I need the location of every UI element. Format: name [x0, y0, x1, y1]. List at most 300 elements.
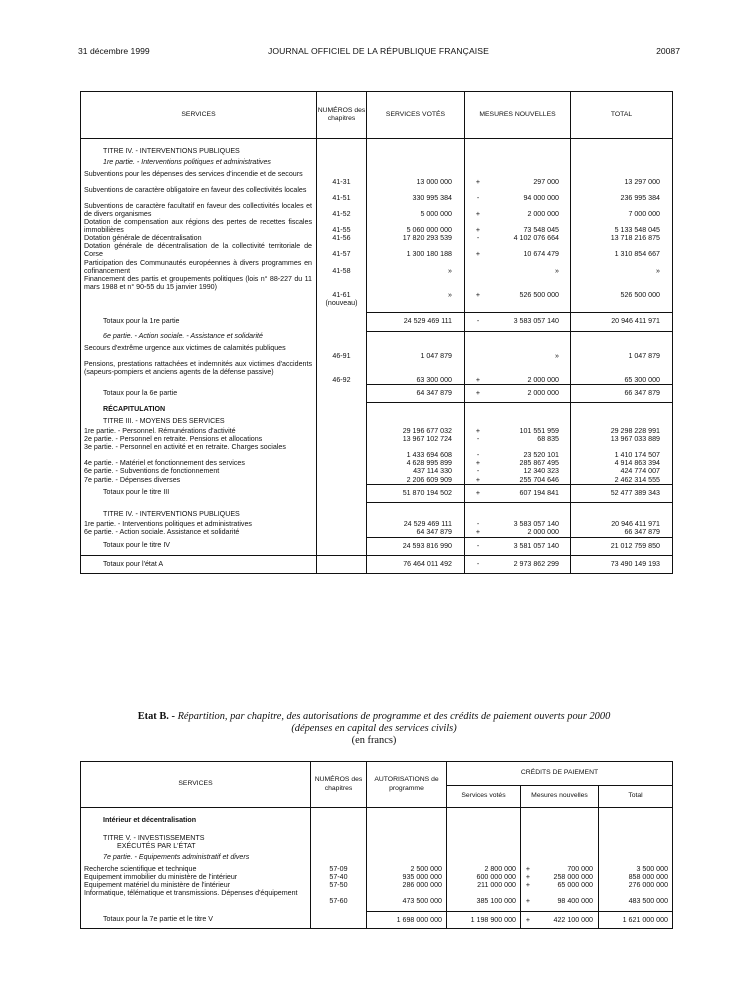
row-services-votes: 64 347 879: [367, 528, 465, 537]
row-chapter: [317, 202, 367, 218]
partie-7-heading-row: [81, 852, 673, 865]
row-label: 7e partie. - Dépenses diverses: [84, 475, 181, 484]
total-mesures: [465, 537, 571, 555]
row-chapter-number: 41-52: [332, 209, 351, 218]
table-row: [81, 873, 673, 881]
b-col-header-autorisations: AUTORISATIONS de programme: [367, 762, 447, 808]
row-total: »: [571, 259, 673, 275]
total-total: 1 621 000 000: [599, 911, 673, 928]
row-total: 13 967 033 889: [571, 435, 673, 443]
row-chapter-number: 41-61: [332, 290, 351, 299]
etat-b-title: Répartition, par chapitre, des autorisations de programme et des crédits de paiement ouverts pour 2000: [177, 711, 611, 722]
row-label: Subventions de caractère obligatoire en faveur des collectivités locales: [84, 185, 307, 194]
partie-6-heading-row: [81, 331, 673, 344]
row-chapter: [317, 344, 367, 360]
row-services-votes: 24 529 469 111: [367, 520, 465, 528]
total-mesures-sign: -: [476, 541, 480, 550]
row-mesures-sign: +: [475, 290, 481, 299]
total-mesures: [465, 484, 571, 502]
row-mesures-value: 10 674 479: [523, 250, 559, 259]
col-header-mesures-nouvelles: MESURES NOUVELLES: [465, 92, 571, 139]
row-total: 65 300 000: [571, 360, 673, 385]
row-mesures-sign: +: [475, 250, 481, 259]
total-mesures: [465, 555, 571, 573]
total-mesures-value: 607 194 841: [519, 488, 559, 497]
row-mesures-value: »: [555, 352, 559, 361]
row-mesures-value: 700 000: [567, 864, 593, 873]
row-chapter-number: 41-55: [332, 226, 351, 235]
table-row: [81, 218, 673, 234]
partie-6-heading-m: [465, 331, 571, 344]
header-page-number: 20087: [656, 46, 680, 56]
ministry-heading: Intérieur et décentralisation: [103, 815, 197, 824]
total-services-votes: 76 464 011 492: [367, 555, 465, 573]
titre-v-line1: TITRE V. - INVESTISSEMENTS: [103, 833, 205, 842]
partie-6-heading: 6e partie. - Action sociale. - Assistance et solidarité: [103, 332, 263, 340]
page-header: [78, 46, 680, 60]
totaux-titre-iv: [81, 537, 673, 555]
table-row: [81, 443, 673, 459]
row-label: Subventions de caractère facultatif en faveur des collectivités locales et de divers organismes: [84, 201, 312, 218]
recapitulation-heading-n: [317, 403, 367, 415]
row-label: Pensions, prestations rattachées et indemnités aux victimes d'accidents (sapeurs-pompiers et anciens agents de la défense passive): [84, 360, 312, 377]
titre-iii-heading-m: [465, 415, 571, 427]
total-mesures: [465, 385, 571, 403]
row-mesures-value: 2 000 000: [527, 376, 559, 385]
row-autorisations: 286 000 000: [367, 881, 447, 889]
total-label: Totaux pour la 1re partie: [103, 316, 180, 325]
row-chapter: [317, 427, 367, 435]
total-total: 20 946 411 971: [571, 313, 673, 331]
titre-iv-recap-heading-n: [317, 508, 367, 520]
titre-iv-recap-heading-row: [81, 508, 673, 520]
row-mesures-sign: +: [525, 872, 531, 881]
row-mesures: [465, 234, 571, 242]
row-mesures: [521, 873, 599, 881]
titre-v-empty: [311, 832, 367, 852]
titre-iv-heading-row: [81, 145, 673, 157]
row-label: Dotation de compensation aux régions des pertes de recettes fiscales immobilières: [84, 218, 312, 235]
row-mesures-value: 23 520 101: [523, 451, 559, 460]
row-mesures-sign: +: [525, 897, 531, 906]
row-mesures-sign: +: [525, 881, 531, 890]
row-services-votes: 2 800 000: [447, 865, 521, 873]
row-mesures-value: 65 000 000: [557, 881, 593, 890]
row-mesures: [465, 275, 571, 307]
row-chapter: [317, 275, 367, 307]
totaux-titre-v: [81, 911, 673, 928]
row-mesures: [465, 520, 571, 528]
b-col-header-mesures: Mesures nouvelles: [521, 786, 599, 808]
table-row: [81, 202, 673, 218]
total-chapter: [317, 484, 367, 502]
table-row: [81, 881, 673, 889]
row-services-votes: 437 114 330: [367, 467, 465, 475]
total-mesures-sign: -: [476, 559, 480, 568]
row-chapter: [317, 528, 367, 537]
row-total: 7 000 000: [571, 202, 673, 218]
row-label: Subventions pour les dépenses des services d'incendie et de secours: [84, 169, 303, 178]
recapitulation-heading-t: [571, 403, 673, 415]
table-row: [81, 186, 673, 202]
row-mesures: [465, 443, 571, 459]
row-label: 1re partie. - Personnel. Rémunérations d'activité: [84, 427, 236, 436]
partie-7-heading-empty: [367, 852, 447, 865]
row-total: 5 133 548 045: [571, 218, 673, 234]
b-col-header-services: SERVICES: [81, 762, 311, 808]
row-chapter: [317, 360, 367, 385]
table-row: [81, 259, 673, 275]
row-label: Recherche scientifique et technique: [84, 864, 197, 873]
totaux-1re-partie: [81, 313, 673, 331]
row-chapter-number: 46-92: [332, 376, 351, 385]
recapitulation-heading-v: [367, 403, 465, 415]
total-label: Totaux pour la 6e partie: [103, 388, 178, 397]
row-total: 858 000 000: [599, 873, 673, 881]
row-label: Secours d'extrême urgence aux victimes de calamités publiques: [84, 344, 286, 353]
row-chapter-number: 41-57: [332, 250, 351, 259]
row-label: 6e partie. - Action sociale. Assistance et solidarité: [84, 528, 240, 537]
row-chapter-number: 41-31: [332, 177, 351, 186]
partie-6-heading-t: [571, 331, 673, 344]
partie-7-heading: 7e partie. - Equipements administratif et divers: [103, 852, 250, 861]
table-row: [81, 459, 673, 467]
row-total: 20 946 411 971: [571, 520, 673, 528]
row-services-votes: 29 196 677 032: [367, 427, 465, 435]
titre-v-empty: [599, 832, 673, 852]
titre-iv-heading: TITRE IV. - INTERVENTIONS PUBLIQUES: [103, 146, 240, 155]
row-total: 13 718 216 875: [571, 234, 673, 242]
row-mesures-value: 526 500 000: [519, 290, 559, 299]
row-mesures-value: 2 000 000: [527, 209, 559, 218]
row-services-votes: 211 000 000: [447, 881, 521, 889]
row-mesures: [465, 170, 571, 186]
col-header-total: TOTAL: [571, 92, 673, 139]
row-chapter-note: (nouveau): [325, 298, 358, 307]
header-date: 31 décembre 1999: [78, 46, 150, 56]
titre-iii-heading-v: [367, 415, 465, 427]
row-chapter: [317, 186, 367, 202]
row-mesures-sign: +: [475, 459, 481, 468]
row-total: 29 298 228 991: [571, 427, 673, 435]
total-mesures-value: 3 583 057 140: [513, 317, 559, 326]
total-chapter: [311, 911, 367, 928]
ministry-heading-empty: [447, 814, 521, 826]
total-mesures-value: 2 973 862 299: [513, 559, 559, 568]
col-header-services-votes: SERVICES VOTÉS: [367, 92, 465, 139]
row-mesures: [465, 528, 571, 537]
row-total: 2 462 314 555: [571, 476, 673, 485]
row-services-votes: 5 060 000 000: [367, 218, 465, 234]
table-row: [81, 360, 673, 385]
row-label: 4e partie. - Matériel et fonctionnement des services: [84, 459, 245, 468]
totaux-etat-a: [81, 555, 673, 573]
row-chapter: 57-40: [311, 873, 367, 881]
row-chapter: [317, 467, 367, 475]
row-mesures-value: 2 000 000: [527, 528, 559, 537]
row-mesures-value: 98 400 000: [557, 897, 593, 906]
partie-1-heading-m: [465, 157, 571, 170]
row-mesures-sign: -: [476, 234, 480, 243]
row-total: 66 347 879: [571, 528, 673, 537]
ministry-heading-row: [81, 814, 673, 826]
row-services-votes: 1 300 180 188: [367, 242, 465, 258]
col-header-numeros: NUMÉROS des chapitres: [317, 92, 367, 139]
row-mesures-value: 12 340 323: [523, 467, 559, 476]
row-mesures: [465, 459, 571, 467]
b-col-header-numeros: NUMÉROS des chapitres: [311, 762, 367, 808]
row-mesures-value: 101 551 959: [519, 427, 559, 436]
partie-1-heading-n: [317, 157, 367, 170]
total-chapter: [317, 313, 367, 331]
row-total: 1 047 879: [571, 344, 673, 360]
total-mesures-value: 3 581 057 140: [513, 541, 559, 550]
row-chapter: [317, 443, 367, 459]
row-mesures-value: 73 548 045: [523, 226, 559, 235]
total-mesures-sign: +: [475, 389, 481, 398]
total-total: 21 012 759 850: [571, 537, 673, 555]
row-mesures: [465, 218, 571, 234]
row-mesures-sign: +: [475, 528, 481, 537]
row-chapter: [317, 242, 367, 258]
row-chapter: [317, 476, 367, 485]
row-label: Equipement matériel du ministère de l'intérieur: [84, 881, 231, 890]
row-services-votes: 385 100 000: [447, 889, 521, 905]
recapitulation-heading-row: [81, 403, 673, 415]
row-autorisations: 935 000 000: [367, 873, 447, 881]
row-chapter: [317, 170, 367, 186]
total-services-votes: 1 198 900 000: [447, 911, 521, 928]
totaux-6e-partie: [81, 385, 673, 403]
row-total: 1 310 854 667: [571, 242, 673, 258]
row-services-votes: 5 000 000: [367, 202, 465, 218]
table-row: [81, 520, 673, 528]
row-autorisations: 2 500 000: [367, 865, 447, 873]
row-label: Dotation générale de décentralisation de la collectivité territoriale de Corse: [84, 242, 312, 259]
row-mesures: [465, 467, 571, 475]
partie-6-heading-v: [367, 331, 465, 344]
titre-iv-heading-m: [465, 145, 571, 157]
titre-v-heading-row: [81, 832, 673, 852]
etat-b-unit: (en francs): [351, 735, 397, 746]
row-total: 4 914 863 394: [571, 459, 673, 467]
table-row: [81, 889, 673, 905]
row-services-votes: 330 995 384: [367, 186, 465, 202]
row-mesures: [521, 881, 599, 889]
header-journal-title: JOURNAL OFFICIEL DE LA RÉPUBLIQUE FRANÇAISE: [268, 46, 489, 56]
row-mesures-sign: +: [475, 376, 481, 385]
row-total: 483 500 000: [599, 889, 673, 905]
col-header-services: SERVICES: [81, 92, 317, 139]
total-label: Totaux pour le titre IV: [103, 541, 171, 549]
etat-a-table: [80, 91, 673, 574]
row-chapter: 57-60: [311, 889, 367, 905]
row-mesures-value: 297 000: [533, 177, 559, 186]
total-label: Totaux pour le titre III: [103, 488, 170, 497]
titre-v-empty: [521, 832, 599, 852]
total-services-votes: 24 593 816 990: [367, 537, 465, 555]
titre-iv-recap-heading-v: [367, 508, 465, 520]
table-row: [81, 528, 673, 537]
row-services-votes: 4 628 995 899: [367, 459, 465, 467]
row-services-votes: »: [367, 259, 465, 275]
row-mesures-sign: +: [475, 209, 481, 218]
row-services-votes: 1 433 694 608: [367, 443, 465, 459]
titre-v-empty: [447, 832, 521, 852]
ministry-heading-empty: [521, 814, 599, 826]
partie-7-heading-empty: [521, 852, 599, 865]
total-chapter: [317, 555, 367, 573]
table-row: [81, 865, 673, 873]
row-chapter-number: 46-91: [332, 352, 351, 361]
row-label: 1re partie. - Interventions politiques et administratives: [84, 520, 252, 529]
ministry-heading-empty: [311, 814, 367, 826]
row-mesures-sign: +: [475, 177, 481, 186]
row-label: Participation des Communautés européennes à divers programmes en cofinancement: [84, 258, 312, 275]
row-mesures-sign: -: [476, 467, 480, 476]
etat-b-lead: Etat B. -: [137, 711, 175, 722]
row-label: Financement des partis et groupements politiques (lois n° 88-227 du 11 mars 1988 et n° 90-55 du 15 janvier 1990): [84, 274, 312, 291]
totaux-titre-iii: [81, 484, 673, 502]
table-row: [81, 275, 673, 307]
ministry-heading-empty: [599, 814, 673, 826]
row-mesures-sign: +: [475, 226, 481, 235]
titre-iii-heading-t: [571, 415, 673, 427]
row-mesures-sign: -: [476, 435, 480, 444]
table-row: [81, 170, 673, 186]
row-mesures: [465, 344, 571, 360]
row-total: 13 297 000: [571, 170, 673, 186]
row-chapter: 57-50: [311, 881, 367, 889]
row-total: 236 995 384: [571, 186, 673, 202]
row-mesures-sign: -: [476, 520, 480, 529]
row-mesures: [465, 427, 571, 435]
row-mesures: [465, 476, 571, 485]
b-col-header-total: Total: [599, 786, 673, 808]
row-chapter: [317, 234, 367, 242]
row-mesures-value: 255 704 646: [519, 475, 559, 484]
titre-iv-heading-v: [367, 145, 465, 157]
total-mesures-value: 2 000 000: [527, 389, 559, 398]
row-chapter: [317, 520, 367, 528]
total-autorisations: 1 698 000 000: [367, 911, 447, 928]
total-total: 73 490 149 193: [571, 555, 673, 573]
titre-v-heading: [81, 832, 311, 852]
row-mesures: [465, 202, 571, 218]
table-row: [81, 467, 673, 475]
row-chapter: [317, 435, 367, 443]
titre-v-line2: EXÉCUTÉS PAR L'ÉTAT: [117, 841, 196, 850]
total-services-votes: 24 529 469 111: [367, 313, 465, 331]
total-total: 52 477 389 343: [571, 484, 673, 502]
row-total: 276 000 000: [599, 881, 673, 889]
row-mesures-sign: -: [476, 451, 480, 460]
titre-iv-recap-heading-t: [571, 508, 673, 520]
total-services-votes: 64 347 879: [367, 385, 465, 403]
row-mesures-value: 4 102 076 664: [513, 234, 559, 243]
titre-iii-heading: TITRE III. - MOYENS DES SERVICES: [103, 416, 225, 425]
partie-7-heading-empty: [447, 852, 521, 865]
total-mesures-sign: -: [476, 317, 480, 326]
total-services-votes: 51 870 194 502: [367, 484, 465, 502]
row-mesures-value: 68 835: [537, 435, 559, 444]
row-chapter: [317, 259, 367, 275]
row-mesures-sign: -: [476, 193, 480, 202]
titre-iii-heading-n: [317, 415, 367, 427]
row-services-votes: 13 000 000: [367, 170, 465, 186]
row-chapter-number: 41-51: [332, 193, 351, 202]
row-mesures-value: 258 000 000: [553, 872, 593, 881]
row-chapter: 57-09: [311, 865, 367, 873]
partie-6-heading-n: [317, 331, 367, 344]
row-mesures-value: »: [555, 266, 559, 275]
partie-1-heading-row: [81, 157, 673, 170]
row-label: 6e partie. - Subventions de fonctionnement: [84, 467, 220, 476]
row-mesures: [465, 435, 571, 443]
table-row: [81, 427, 673, 435]
row-mesures-value: 3 583 057 140: [513, 520, 559, 529]
row-services-votes: »: [367, 275, 465, 307]
total-mesures-sign: +: [475, 488, 481, 497]
row-total: 424 774 007: [571, 467, 673, 475]
row-mesures: [465, 186, 571, 202]
total-mesures-sign: +: [525, 915, 531, 924]
b-col-header-credits: CRÉDITS DE PAIEMENT: [447, 762, 673, 786]
row-services-votes: 600 000 000: [447, 873, 521, 881]
row-label: Informatique, télématique et transmissions. Dépenses d'équipement: [84, 889, 298, 898]
total-chapter: [317, 537, 367, 555]
table-row: [81, 234, 673, 242]
etat-b-table: [80, 761, 673, 929]
row-total: 1 410 174 507: [571, 443, 673, 459]
recapitulation-heading: RÉCAPITULATION: [103, 404, 166, 413]
total-chapter: [317, 385, 367, 403]
table-row: [81, 435, 673, 443]
row-services-votes: 2 206 609 909: [367, 476, 465, 485]
row-mesures: [521, 889, 599, 905]
row-mesures-sign: +: [525, 864, 531, 873]
titre-iv-heading-t: [571, 145, 673, 157]
row-mesures-value: 94 000 000: [523, 193, 559, 202]
row-label: 2e partie. - Personnel en retraite. Pensions et allocations: [84, 435, 263, 444]
row-chapter-number: 41-58: [332, 266, 351, 275]
b-col-header-votes: Services votés: [447, 786, 521, 808]
titre-iv-recap-heading-m: [465, 508, 571, 520]
partie-1-heading-v: [367, 157, 465, 170]
total-mesures-value: 422 100 000: [553, 915, 593, 924]
row-services-votes: 17 820 293 539: [367, 234, 465, 242]
row-services-votes: 1 047 879: [367, 344, 465, 360]
row-chapter: [317, 218, 367, 234]
table-row: [81, 476, 673, 485]
table-row: [81, 242, 673, 258]
row-total: 526 500 000: [571, 275, 673, 307]
etat-b-subtitle: (dépenses en capital des services civils): [291, 723, 457, 734]
partie-1-heading-t: [571, 157, 673, 170]
row-mesures: [465, 242, 571, 258]
row-mesures-sign: +: [475, 475, 481, 484]
recapitulation-heading-m: [465, 403, 571, 415]
total-total: 66 347 879: [571, 385, 673, 403]
partie-7-heading-empty: [599, 852, 673, 865]
titre-iv-recap-heading: TITRE IV. - INTERVENTIONS PUBLIQUES: [103, 510, 240, 519]
total-label: Totaux pour la 7e partie et le titre V: [103, 915, 214, 924]
row-mesures-sign: +: [475, 427, 481, 436]
total-mesures: [465, 313, 571, 331]
row-services-votes: 63 300 000: [367, 360, 465, 385]
total-mesures: [521, 911, 599, 928]
titre-v-empty: [367, 832, 447, 852]
